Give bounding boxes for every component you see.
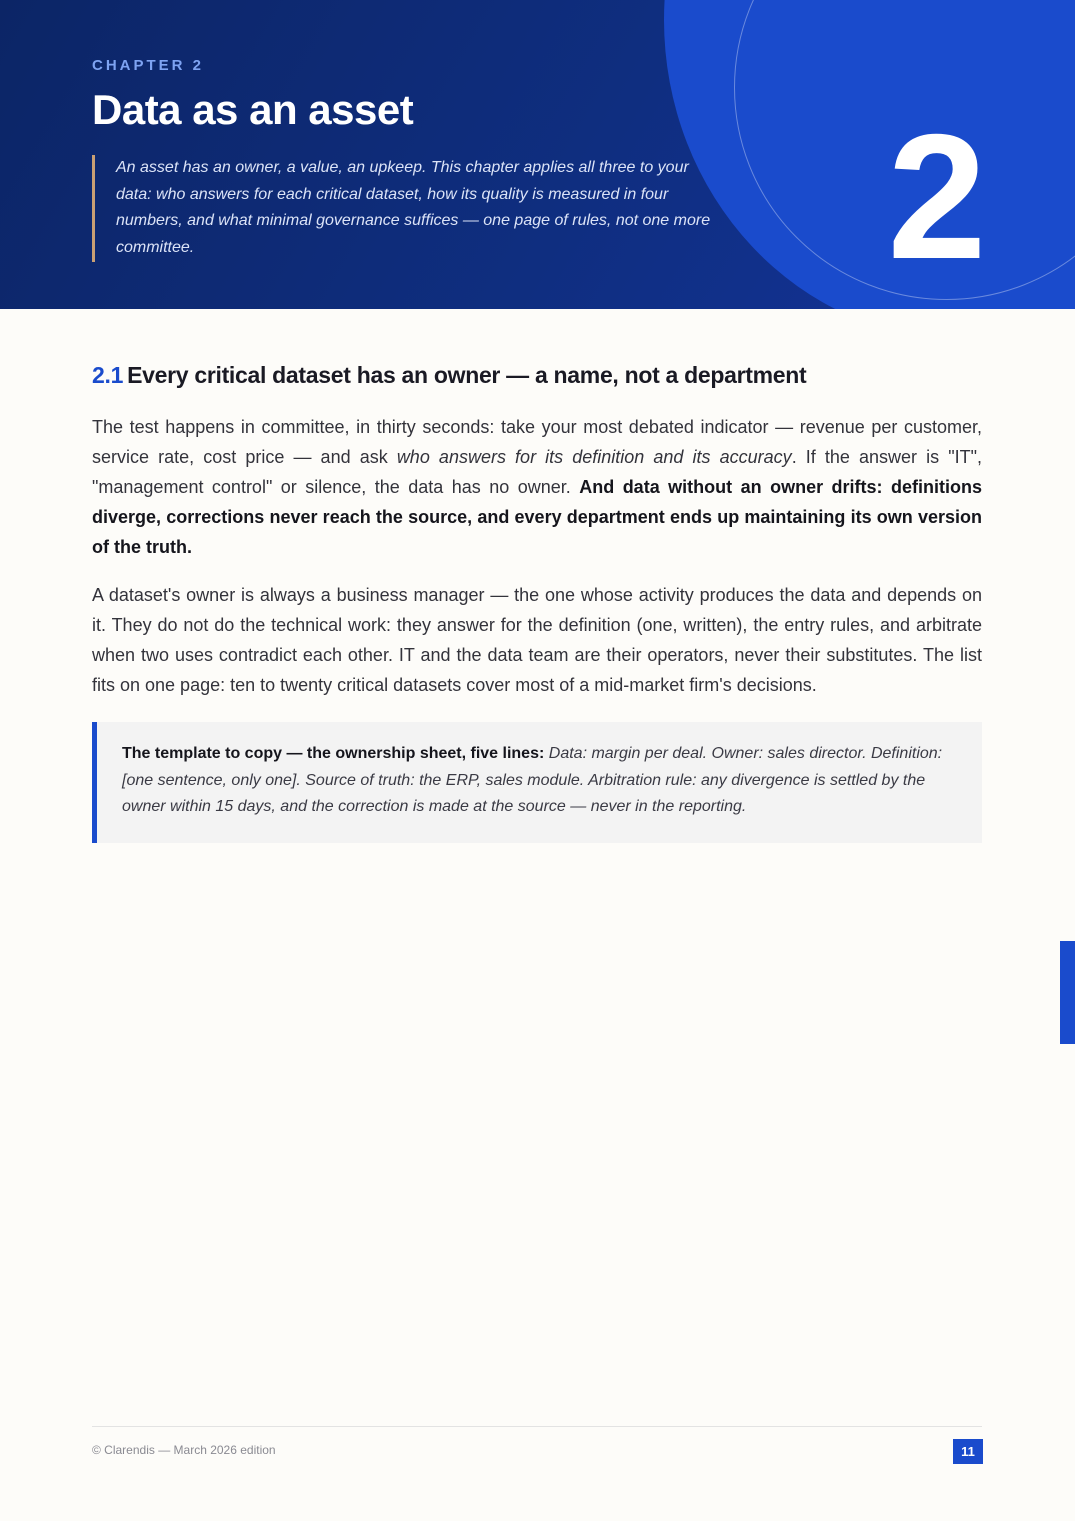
callout-body: Data: margin per deal. Owner: sales director. Definition: [one sentence, only one]. Source of truth: the ERP, sales module. Arbitration rule: any divergence is settled by the owner within 15 days, and the correction is made at the source — never in the reporting. [122,745,943,815]
paragraph-1-a: The test happens in committee, in thirty seconds: take your most debated indicator — revenue per customer, service rate, cost price — and ask [92,417,982,467]
chapter-number: 2 [887,97,987,296]
chapter-label: CHAPTER 2 [92,57,205,74]
chapter-side-tab [1060,941,1075,1044]
section-2-1 [92,362,982,843]
page-number: 11 [953,1439,983,1464]
section-number: 2.1 [92,362,124,388]
paragraph-1 [92,412,982,562]
paragraph-2: A dataset's owner is always a business manager — the one whose activity produces the data and depends on it. They do not do the technical work: they answer for the definition (one, written), the entry rules, and arbitrate when two uses contradict each other. IT and the data team are their operators, never their substitutes. The list fits on one page: ten to twenty critical datasets cover most of a mid-market firm's decisions. [92,585,982,695]
chapter-hero [0,0,1075,309]
callout-lead: The template to copy — the ownership sheet, five lines: [122,745,545,762]
chapter-title: Data as an asset [92,86,414,133]
section-heading [92,362,982,389]
footer-copyright: © Clarendis — March 2026 edition [92,1443,276,1457]
template-callout [92,722,982,843]
section-heading-text: Every critical dataset has an owner — a name, not a department [127,362,807,388]
chapter-intro: An asset has an owner, a value, an upkeep. This chapter applies all three to your data: who answers for each critical dataset, how its quality is measured in four numbers, and what minimal governance suffices — one page of rules, not one more committee. [92,155,722,262]
paragraph-1-bold: And data without an owner drifts: definitions diverge, corrections never reach the source, and every department ends up maintaining its own version of the truth. [92,477,983,557]
paragraph-1-b: . If the answer is "IT", "management control" or silence, the data has no owner. [92,447,983,497]
paragraph-1-italic: who answers for its definition and its accuracy [396,447,792,467]
footer-divider [92,1426,982,1427]
